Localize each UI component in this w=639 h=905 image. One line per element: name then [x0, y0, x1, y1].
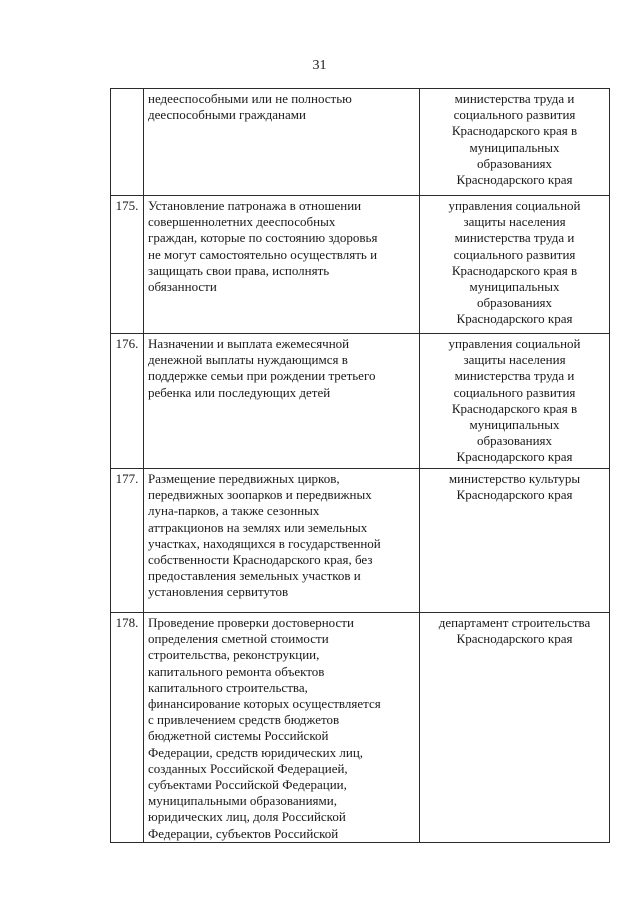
responsible-body [420, 196, 610, 334]
service-text: Размещение передвижных цирков, передвижных зоопарков и передвижных луна-парков, а также сезонных аттракционов на землях или земельных участках, находящихся в государственной собственности Краснодарского края, без предоставления земельных участков и установления сервитутов [148, 471, 381, 600]
services-table [110, 88, 610, 843]
responsible-body [420, 613, 610, 843]
service-description [144, 196, 420, 334]
service-text: Установление патронажа в отношении совершеннолетних дееспособных граждан, которые по состоянию здоровья не могут самостоятельно осуществлять и защищать свои права, исполнять обязанности [148, 198, 378, 295]
row-number: 178. [111, 613, 144, 843]
row-number: 175. [111, 196, 144, 334]
row-number: 176. [111, 334, 144, 469]
responsible-body [420, 469, 610, 613]
service-description [144, 613, 420, 843]
responsible-body-text: министерства труда и социального развития Краснодарского края в муниципальных образованиях Краснодарского края [451, 91, 578, 188]
service-description [144, 334, 420, 469]
table-row-175 [111, 196, 610, 334]
table-row-178 [111, 613, 610, 843]
page-number: 31 [312, 58, 327, 73]
table-row-continued [111, 89, 610, 196]
service-text: недееспособными или не полностью дееспособными гражданами [148, 91, 352, 123]
row-number: 177. [111, 469, 144, 613]
service-text: Проведение проверки достоверности определения сметной стоимости строительства, реконструкции, капитального ремонта объектов капитального строительства, финансирование которых осуществляется с привлечением средств бюджетов бюджетной системы Российской Федерации, средств юридических лиц, созданных Российской Федерацией, субъектами Российской Федерации, муниципальными образованиями, юридических лиц, доля Российской Федерации, субъектов Российской [148, 615, 381, 841]
table-row-176 [111, 334, 610, 469]
responsible-body-text: министерство культуры Краснодарского края [448, 471, 581, 503]
responsible-body [420, 334, 610, 469]
table-row-177 [111, 469, 610, 613]
responsible-body-text: управления социальной защиты населения министерства труда и социального развития Краснодарского края в муниципальных образованиях Краснодарского края [448, 336, 581, 465]
responsible-body-text: управления социальной защиты населения министерства труда и социального развития Краснодарского края в муниципальных образованиях Краснодарского края [448, 198, 581, 327]
service-description [144, 89, 420, 196]
responsible-body-text: департамент строительства Краснодарского края [438, 615, 591, 647]
service-text: Назначении и выплата ежемесячной денежной выплаты нуждающимся в поддержке семьи при рождении третьего ребенка или последующих детей [148, 336, 376, 400]
row-number [111, 89, 144, 196]
service-description [144, 469, 420, 613]
responsible-body [420, 89, 610, 196]
